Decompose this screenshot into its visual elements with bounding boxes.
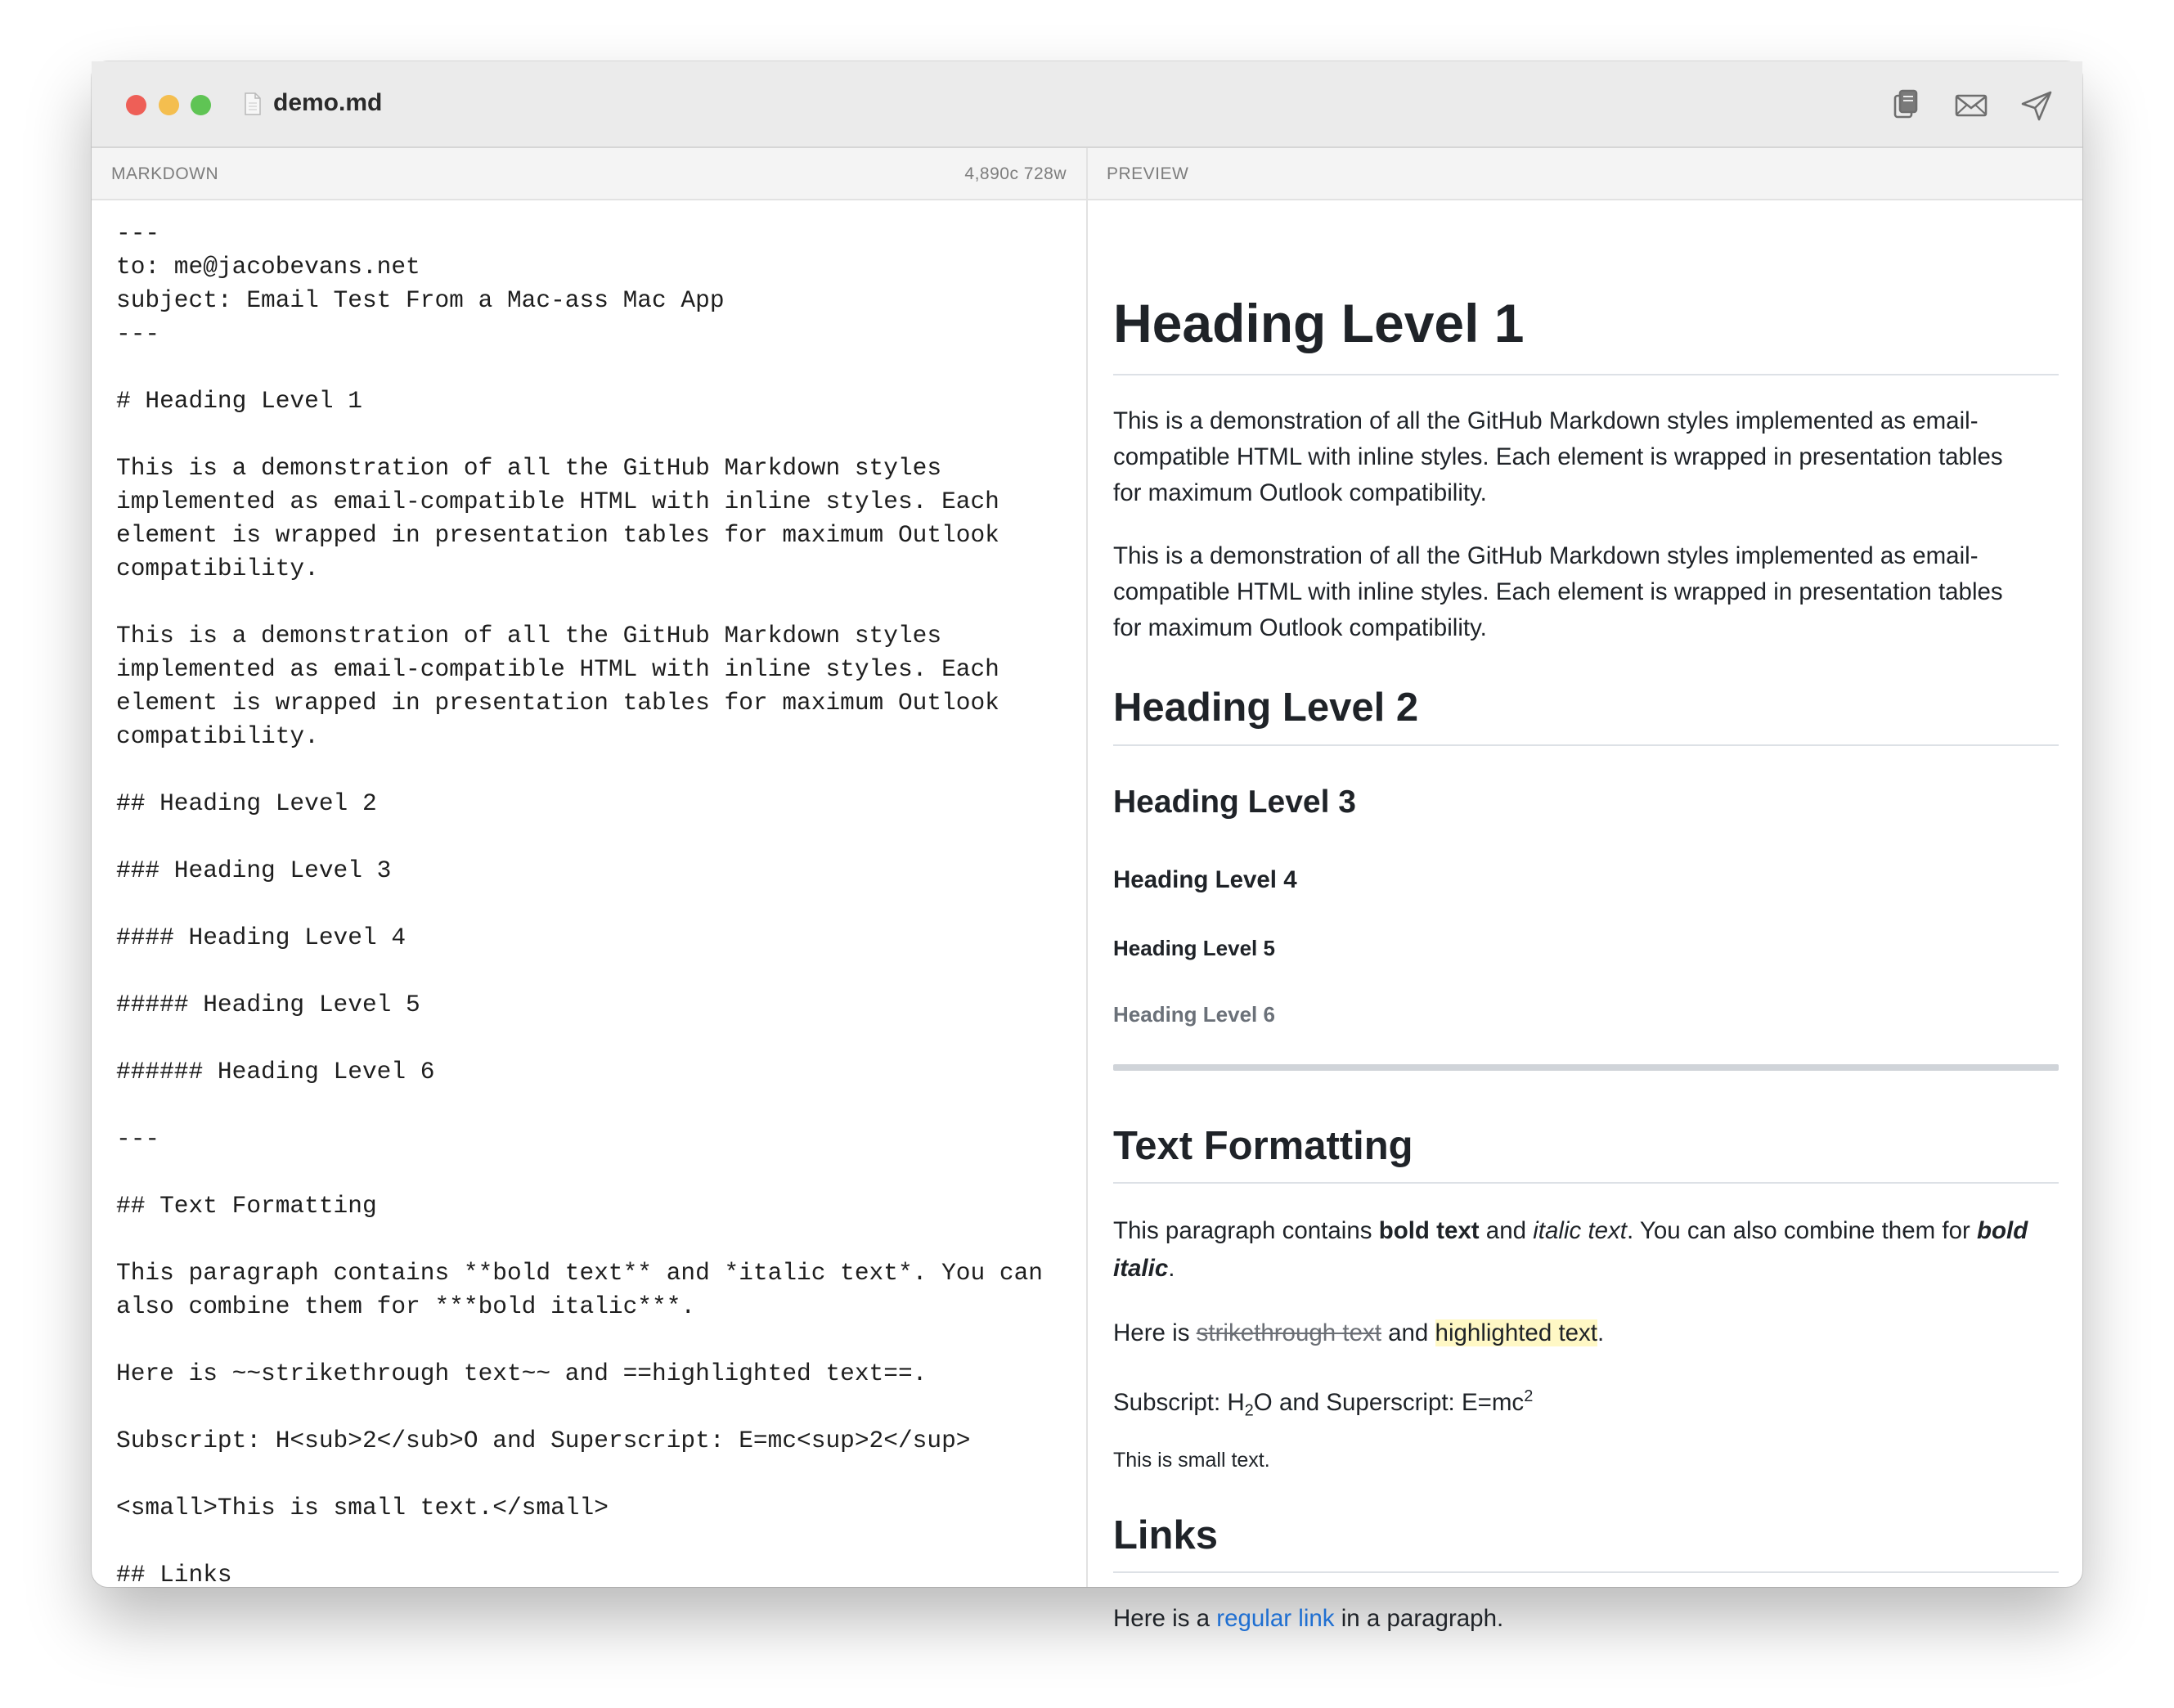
minimize-button[interactable] [159, 95, 179, 115]
text-formatting-rule [1113, 1182, 2059, 1184]
subscript: 2 [1244, 1401, 1254, 1420]
editor-line: Subscript: H<sub>2</sub>O and Superscript: E=mc<sup>2</sup> [116, 1427, 971, 1454]
bold-italic-text: bold [1977, 1217, 2028, 1244]
editor-line: implemented as email-compatible HTML with inline styles. Each [116, 488, 999, 515]
editor-line: --- [116, 219, 160, 247]
editor-line: ###### Heading Level 6 [116, 1058, 435, 1085]
editor-line: <small>This is small text.</small> [116, 1494, 609, 1521]
regular-link[interactable]: regular link [1216, 1605, 1335, 1632]
markdown-pane-label: MARKDOWN [111, 164, 219, 183]
editor-line [116, 1391, 1073, 1424]
mail-icon[interactable] [1952, 86, 1991, 125]
editor-line: compatibility. [116, 555, 319, 582]
editor-line [116, 586, 1073, 619]
editor-line [116, 753, 1073, 787]
italic-text: italic text [1533, 1217, 1627, 1244]
editor-line: compatibility. [116, 722, 319, 750]
editor-line: ### Heading Level 3 [116, 856, 392, 884]
h2-rule [1113, 744, 2059, 746]
editor-line [116, 1525, 1073, 1558]
preview-h2: Heading Level 2 [1113, 685, 1419, 730]
preview-links-paragraph: Here is a regular link in a paragraph. [1113, 1605, 1504, 1632]
links-rule [1113, 1571, 2059, 1573]
horizontal-rule [1113, 1064, 2059, 1071]
bold-text: bold text [1378, 1217, 1480, 1244]
editor-line: ## Heading Level 2 [116, 789, 377, 817]
preview-h1: Heading Level 1 [1113, 293, 1525, 353]
editor-line: to: me@jacobevans.net [116, 253, 420, 281]
preview-sub-sup-paragraph: Subscript: $H_2O$ and Superscript: $E=mc^2$ [1113, 1387, 1534, 1420]
editor-line: element is wrapped in presentation tables for maximum Outlook [116, 689, 999, 717]
preview-h4: Heading Level 4 [1113, 866, 1297, 893]
editor-line: #### Heading Level 4 [116, 924, 407, 951]
app-window [92, 61, 2082, 1632]
editor-line: also combine them for ***bold italic***. [116, 1292, 696, 1320]
preview-text-formatting-heading: Text Formatting [1113, 1124, 1413, 1168]
close-button[interactable] [126, 95, 146, 115]
preview-formatting-paragraph: This paragraph contains bold text and italic text. You can also combine them for bold italic. [1113, 1217, 2028, 1282]
preview-paragraph-1 [1113, 403, 2059, 511]
editor-line [116, 1223, 1073, 1256]
markdown-editor[interactable] [116, 217, 1073, 1592]
preview-pane-header [1087, 148, 2082, 200]
editor-line [116, 1324, 1073, 1357]
editor-line: subject: Email Test From a Mac-ass Mac App [116, 286, 725, 314]
editor-line: This is a demonstration of all the GitHub Markdown styles [116, 454, 942, 482]
editor-line [116, 955, 1073, 988]
word-count: 4,890c 728w [964, 164, 1067, 183]
editor-line: --- [116, 320, 160, 348]
editor-line [116, 1458, 1073, 1491]
editor-line: ## Links [116, 1561, 232, 1589]
bold-italic-text-2: italic [1113, 1255, 1169, 1282]
markdown-pane-header [92, 148, 1086, 200]
h1-rule [1113, 374, 2059, 375]
title-bar [92, 61, 2082, 148]
highlighted-text: highlighted text [1435, 1319, 1597, 1346]
editor-line: # Heading Level 1 [116, 387, 362, 415]
copy-icon[interactable] [1886, 86, 1925, 125]
editor-line: element is wrapped in presentation tables for maximum Outlook [116, 521, 999, 549]
editor-line [116, 1022, 1073, 1055]
pane-divider[interactable] [1086, 148, 1088, 1587]
superscript: 2 [1524, 1387, 1534, 1405]
paragraph-2-line-1: This is a demonstration of all the GitHub Markdown styles implemented as email- [1113, 542, 1979, 569]
editor-line: This paragraph contains **bold text** and *italic text*. You can [116, 1259, 1043, 1287]
editor-line [116, 418, 1073, 452]
document-icon [244, 92, 262, 115]
paragraph-1-line-1: This is a demonstration of all the GitHub Markdown styles implemented as email- [1113, 407, 1979, 434]
preview-pane-label: PREVIEW [1107, 164, 1189, 183]
paragraph-2-line-2: compatible HTML with inline styles. Each element is wrapped in presentation tables [1113, 578, 2003, 605]
editor-line [116, 351, 1073, 384]
paragraph-1-line-3: for maximum Outlook compatibility. [1113, 479, 1487, 506]
preview-paragraph-2 [1113, 538, 2059, 646]
preview-h3: Heading Level 3 [1113, 784, 1356, 820]
preview-h5: Heading Level 5 [1113, 936, 1275, 960]
paragraph-2-line-3: for maximum Outlook compatibility. [1113, 614, 1487, 641]
paragraph-1-line-2: compatible HTML with inline styles. Each element is wrapped in presentation tables [1113, 443, 2003, 470]
editor-line: Here is ~~strikethrough text~~ and ==highlighted text==. [116, 1360, 928, 1387]
maximize-button[interactable] [191, 95, 211, 115]
editor-line: This is a demonstration of all the GitHub Markdown styles [116, 622, 942, 649]
send-icon[interactable] [2017, 86, 2056, 125]
window-title: demo.md [273, 89, 383, 116]
editor-line: ## Text Formatting [116, 1192, 377, 1220]
editor-line: ##### Heading Level 5 [116, 991, 420, 1018]
editor-line [116, 1156, 1073, 1189]
editor-line: implemented as email-compatible HTML with inline styles. Each [116, 655, 999, 683]
preview-strike-paragraph: Here is strikethrough text and highlighted text. [1113, 1319, 1605, 1346]
editor-line: --- [116, 1125, 160, 1153]
preview-links-heading: Links [1113, 1513, 1218, 1557]
preview-h6: Heading Level 6 [1113, 1002, 1275, 1027]
strikethrough-text: strikethrough text [1196, 1319, 1381, 1346]
preview-small-text: This is small text. [1113, 1449, 1270, 1472]
editor-line [116, 1089, 1073, 1122]
editor-line [116, 820, 1073, 854]
editor-line [116, 888, 1073, 921]
